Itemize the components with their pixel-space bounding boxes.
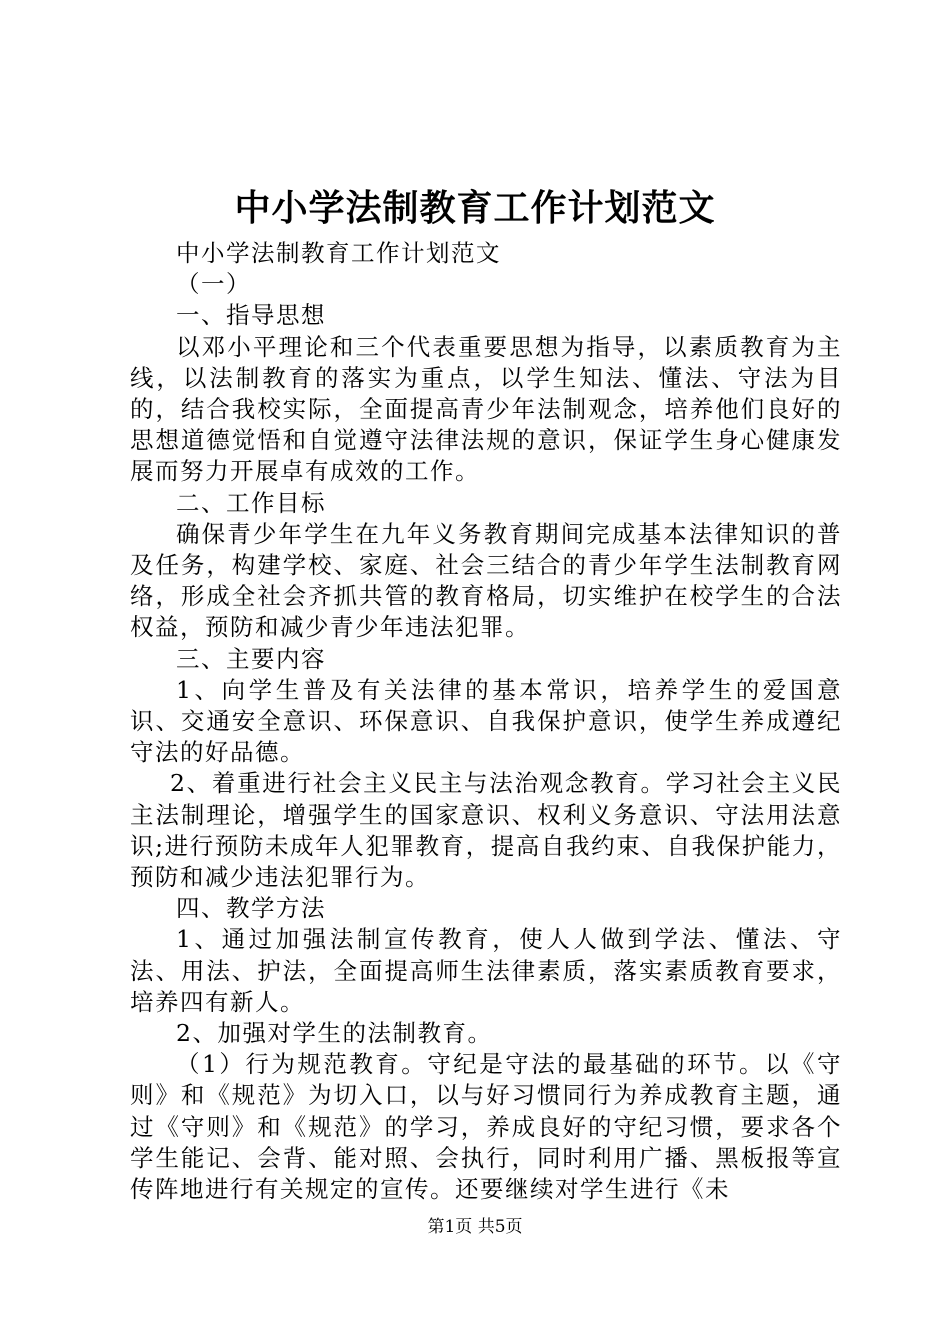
heading-main-content: 三、主要内容 (176, 644, 326, 673)
heading-teaching-methods: 四、教学方法 (176, 894, 326, 923)
heading-work-goals: 二、工作目标 (176, 488, 326, 517)
heading-guiding-ideology: 一、指导思想 (176, 301, 326, 330)
paragraph-work-goals: 确保青少年学生在九年义务教育期间完成基本法律知识的普及任务，构建学校、家庭、社会三结合的青少年学生法制教育网络，形成全社会齐抓共管的教育格局，切实维护在校学生的合法权益，预防和减少青少年违法犯罪。 (130, 519, 842, 642)
paragraph-section-number: （一） (176, 270, 251, 299)
paragraph-main-content-2: 2、着重进行社会主义民主与法治观念教育。学习社会主义民主法制理论，增强学生的国家意识、权利义务意识、守法用法意识;进行预防未成年人犯罪教育，提高自我约束、自我保护能力，预防和减少违法犯罪行为。 (130, 769, 842, 892)
paragraph-teaching-methods-2: 2、加强对学生的法制教育。 (176, 1019, 493, 1048)
paragraph-main-content-1: 1、向学生普及有关法律的基本常识，培养学生的爱国意识、交通安全意识、环保意识、自我保护意识，使学生养成遵纪守法的好品德。 (130, 675, 842, 767)
paragraph-guiding-ideology: 以邓小平理论和三个代表重要思想为指导，以素质教育为主线，以法制教育的落实为重点，以学生知法、懂法、守法为目的，结合我校实际，全面提高青少年法制观念，培养他们良好的思想道德觉悟和自觉遵守法律法规的意识，保证学生身心健康发展而努力开展卓有成效的工作。 (130, 332, 842, 486)
page-footer: 第1页 共5页 (427, 1217, 523, 1237)
document-title: 中小学法制教育工作计划范文 (234, 187, 716, 229)
paragraph-teaching-methods-1: 1、通过加强法制宣传教育，使人人做到学法、懂法、守法、用法、护法，全面提高师生法律素质，落实素质教育要求，培养四有新人。 (130, 925, 842, 1016)
paragraph-behavior-education: （1）行为规范教育。守纪是守法的最基础的环节。以《守则》和《规范》为切入口，以与好习惯同行为养成教育主题，通过《守则》和《规范》的学习，养成良好的守纪习惯，要求各个学生能记、会背、能对照、会执行，同时利用广播、黑板报等宣传阵地进行有关规定的宣传。还要继续对学生进行《未 (130, 1050, 842, 1204)
document-body (130, 238, 842, 1205)
paragraph-subtitle: 中小学法制教育工作计划范文 (176, 239, 501, 267)
